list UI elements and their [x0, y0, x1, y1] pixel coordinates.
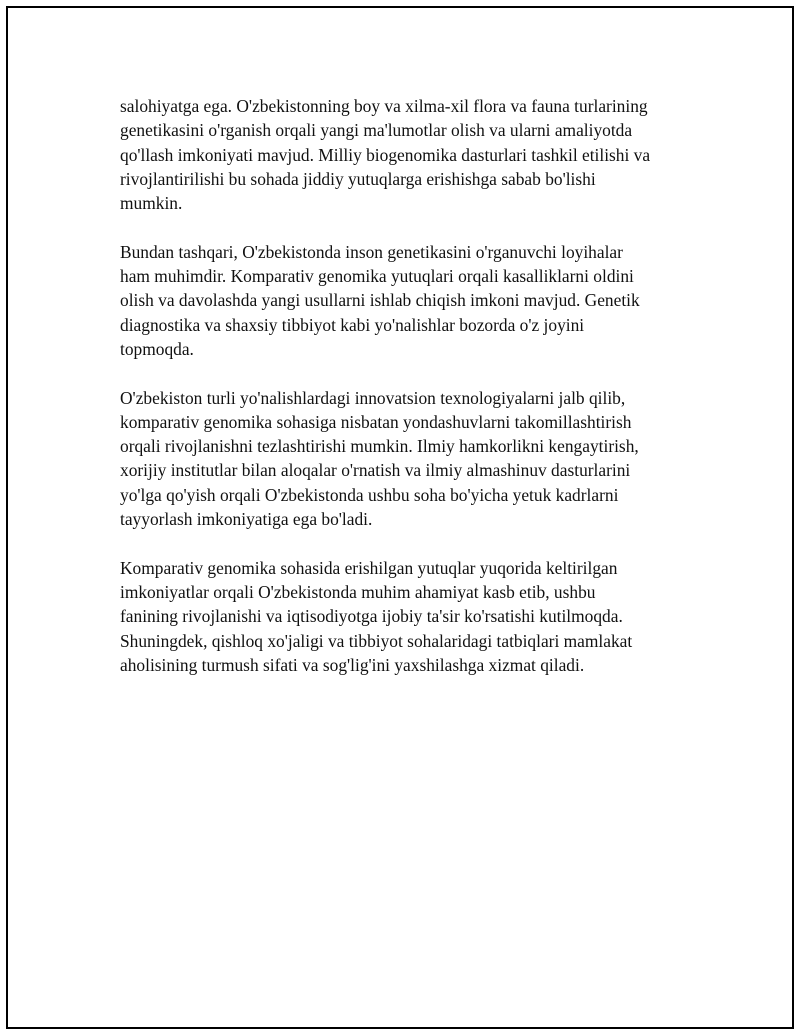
- document-body: [120, 94, 680, 701]
- text-line: tayyorlash imkoniyatiga ega bo'ladi.: [120, 509, 373, 530]
- document-page: [6, 6, 794, 1029]
- text-line: imkoniyatlar orqali O'zbekistonda muhim ahamiyat kasb etib, ushbu: [120, 581, 596, 602]
- paragraph-3: [120, 386, 680, 532]
- text-line: O'zbekiston turli yo'nalishlardagi innovatsion texnologiyalarni jalb qilib,: [120, 387, 626, 408]
- text-line: fanining rivojlanishi va iqtisodiyotga ijobiy ta'sir ko'rsatishi kutilmoqda.: [120, 606, 623, 627]
- text-line: Komparativ genomika sohasida erishilgan yutuqlar yuqorida keltirilgan: [120, 557, 618, 578]
- text-line: komparativ genomika sohasiga nisbatan yondashuvlarni takomillashtirish: [120, 411, 632, 432]
- text-line: genetikasini o'rganish orqali yangi ma'lumotlar olish va ularni amaliyotda: [120, 120, 633, 141]
- text-line: Bundan tashqari, O'zbekistonda inson genetikasini o'rganuvchi loyihalar: [120, 241, 623, 262]
- text-line: salohiyatga ega. O'zbekistonning boy va xilma-xil flora va fauna turlarining: [120, 96, 648, 116]
- text-line: orqali rivojlanishni tezlashtirishi mumkin. Ilmiy hamkorlikni kengaytirish,: [120, 436, 639, 457]
- text-line: diagnostika va shaxsiy tibbiyot kabi yo'nalishlar bozorda o'z joyini: [120, 314, 585, 335]
- text-line: olish va davolashda yangi usullarni ishlab chiqish imkoni mavjud. Genetik: [120, 290, 640, 311]
- text-line: mumkin.: [120, 193, 183, 214]
- text-line: xorijiy institutlar bilan aloqalar o'rnatish va ilmiy almashinuv dasturlarini: [120, 460, 631, 481]
- paragraph-1: [120, 94, 680, 215]
- text-line: topmoqda.: [120, 338, 194, 359]
- text-line: qo'llash imkoniyati mavjud. Milliy biogenomika dasturlari tashkil etilishi va: [120, 144, 651, 165]
- text-line: ham muhimdir. Komparativ genomika yutuqlari orqali kasalliklarni oldini: [120, 266, 634, 287]
- text-line: aholisining turmush sifati va sog'lig'ini yaxshilashga xizmat qiladi.: [120, 654, 585, 675]
- paragraph-2: [120, 240, 680, 361]
- text-line: yo'lga qo'yish orqali O'zbekistonda ushbu soha bo'yicha yetuk kadrlarni: [120, 484, 619, 505]
- text-line: rivojlantirilishi bu sohada jiddiy yutuqlarga erishishga sabab bo'lishi: [120, 168, 596, 189]
- text-line: Shuningdek, qishloq xo'jaligi va tibbiyot sohalaridagi tatbiqlari mamlakat: [120, 630, 633, 651]
- paragraph-4: [120, 556, 680, 677]
